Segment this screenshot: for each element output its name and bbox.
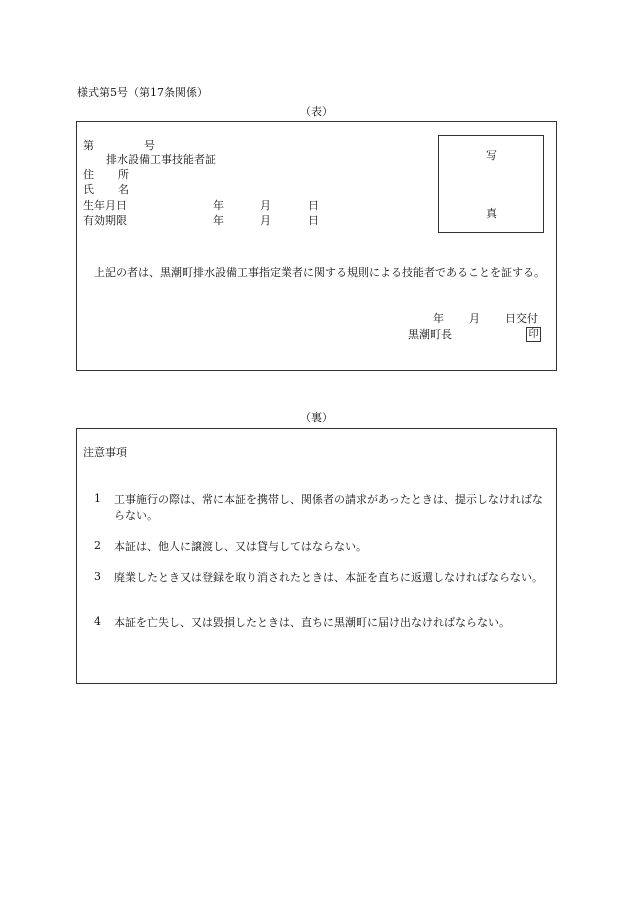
back-card	[76, 428, 557, 684]
note-number: 2	[94, 539, 101, 552]
validity-day: 日	[308, 214, 319, 227]
note-number: 3	[94, 570, 101, 583]
number-prefix: 第	[83, 139, 94, 152]
address-label-b: 所	[118, 168, 129, 181]
photo-label-bottom: 真	[486, 207, 497, 220]
note-number: 4	[94, 615, 101, 628]
birth-day: 日	[308, 199, 319, 212]
name-label-b: 名	[118, 183, 129, 196]
certification-statement: 上記の者は、黒潮町排水設備工事指定業者に関する規則による技能者であることを証する。	[94, 266, 545, 279]
note-text: 工事施行の際は、常に本証を携帯し、関係者の請求があったときは、提示しなければならない。	[114, 493, 543, 522]
front-label: （表）	[300, 105, 333, 118]
note-number: 1	[94, 492, 101, 505]
form-number-header: 様式第5号（第17条関係）	[77, 86, 208, 99]
note-text: 廃業したとき又は登録を取り消されたときは、本証を直ちに返還しなければならない。	[114, 571, 543, 584]
birth-month: 月	[260, 199, 271, 212]
issue-year: 年	[433, 312, 444, 325]
validity-year: 年	[213, 214, 224, 227]
issuer-name: 黒潮町長	[408, 328, 452, 341]
validity-label: 有効期限	[83, 214, 127, 227]
note-text: 本証は、他人に譲渡し、又は貸与してはならない。	[114, 540, 367, 553]
validity-month: 月	[260, 214, 271, 227]
issue-month: 月	[469, 312, 480, 325]
certificate-title: 排水設備工事技能者証	[106, 153, 216, 166]
issue-day: 日交付	[505, 312, 538, 325]
seal-stamp: 印	[526, 327, 541, 342]
birth-date-label: 生年月日	[83, 199, 127, 212]
address-label-a: 住	[83, 168, 94, 181]
birth-year: 年	[213, 199, 224, 212]
back-label: （裏）	[300, 411, 333, 424]
front-card	[76, 121, 557, 371]
photo-label-top: 写	[486, 149, 497, 162]
name-label-a: 氏	[83, 183, 94, 196]
note-text: 本証を亡失し、又は毀損したときは、直ちに黒潮町に届け出なければならない。	[114, 616, 510, 629]
notes-heading: 注意事項	[83, 446, 127, 459]
photo-box	[438, 135, 544, 233]
number-suffix: 号	[144, 139, 155, 152]
